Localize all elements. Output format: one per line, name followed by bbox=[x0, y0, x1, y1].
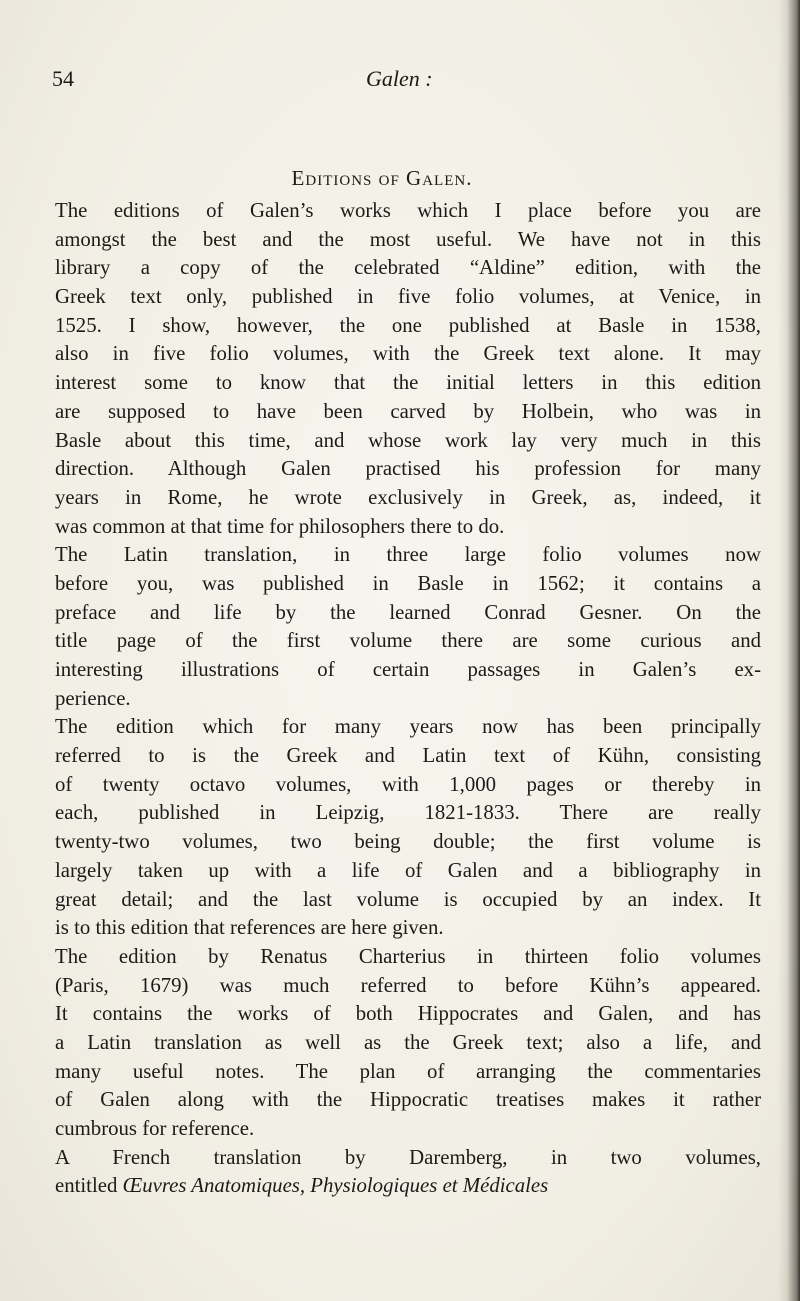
text-line: also in five folio volumes, with the Greek text alone. It may bbox=[55, 342, 761, 366]
text-line: was common at that time for philosophers there to do. bbox=[55, 514, 505, 538]
text-line: Greek text only, published in five folio volumes, at Venice, in bbox=[55, 285, 761, 309]
italic-title: Œuvres Anatomiques, Physiologiques et Médicales bbox=[122, 1174, 549, 1198]
text-line: is to this edition that references are here given. bbox=[55, 916, 444, 940]
text-line: library a copy of the celebrated “Aldine” edition, with the bbox=[55, 256, 761, 280]
text-line: A French translation by Daremberg, in two volumes, bbox=[55, 1145, 761, 1169]
text-line: interesting illustrations of certain passages in Galen’s ex- bbox=[55, 658, 761, 681]
text-fragment: entitled bbox=[55, 1174, 123, 1198]
running-head: Galen : bbox=[366, 66, 433, 91]
text-line: many useful notes. The plan of arranging the commentaries bbox=[55, 1059, 761, 1083]
text-line: The Latin translation, in three large folio volumes now bbox=[55, 543, 761, 567]
text-line: direction. Although Galen practised his profession for many bbox=[55, 457, 761, 481]
text-line: of Galen along with the Hippocratic treatises makes it rather bbox=[55, 1088, 761, 1112]
text-line: largely taken up with a life of Galen and a bibliography in bbox=[55, 858, 761, 882]
text-line: preface and life by the learned Conrad Gesner. On the bbox=[55, 600, 761, 624]
text-line: referred to is the Greek and Latin text of Kühn, consisting bbox=[55, 744, 761, 768]
text-line: cumbrous for reference. bbox=[55, 1117, 255, 1140]
text-line: are supposed to have been carved by Holbein, who was in bbox=[55, 399, 761, 423]
text-line: perience. bbox=[55, 686, 131, 710]
text-line: of twenty octavo volumes, with 1,000 pages or thereby in bbox=[55, 772, 761, 796]
text-line: It contains the works of both Hippocrates and Galen, and has bbox=[55, 1002, 761, 1026]
text-line: title page of the first volume there are some curious and bbox=[55, 629, 761, 653]
body-text bbox=[55, 197, 761, 1201]
text-line: great detail; and the last volume is occupied by an index. It bbox=[55, 887, 761, 911]
text-line: interest some to know that the initial letters in this edition bbox=[55, 371, 761, 395]
text-line: each, published in Leipzig, 1821-1833. There are really bbox=[55, 801, 761, 825]
text-line: amongst the best and the most useful. We have not in this bbox=[55, 227, 761, 251]
text-line-last bbox=[55, 1172, 761, 1201]
text-line: The editions of Galen’s works which I place before you are bbox=[55, 199, 761, 222]
text-line: The edition by Renatus Charterius in thirteen folio volumes bbox=[55, 944, 761, 968]
text-line: years in Rome, he wrote exclusively in Greek, as, indeed, it bbox=[55, 485, 761, 509]
section-title: Editions of Galen. bbox=[291, 166, 473, 190]
text-line: Basle about this time, and whose work lay very much in this bbox=[55, 428, 761, 452]
text-line: twenty-two volumes, two being double; the first volume is bbox=[55, 830, 761, 854]
page-edge-shadow bbox=[778, 0, 800, 1301]
page-number: 54 bbox=[52, 66, 74, 91]
text-line: The edition which for many years now has been principally bbox=[55, 715, 761, 739]
page-header bbox=[52, 66, 652, 106]
text-line: 1525. I show, however, the one published at Basle in 1538, bbox=[55, 313, 761, 337]
text-line: a Latin translation as well as the Greek text; also a life, and bbox=[55, 1030, 761, 1054]
text-line: (Paris, 1679) was much referred to before Kühn’s appeared. bbox=[55, 973, 761, 997]
text-line: before you, was published in Basle in 1562; it contains a bbox=[55, 571, 761, 595]
